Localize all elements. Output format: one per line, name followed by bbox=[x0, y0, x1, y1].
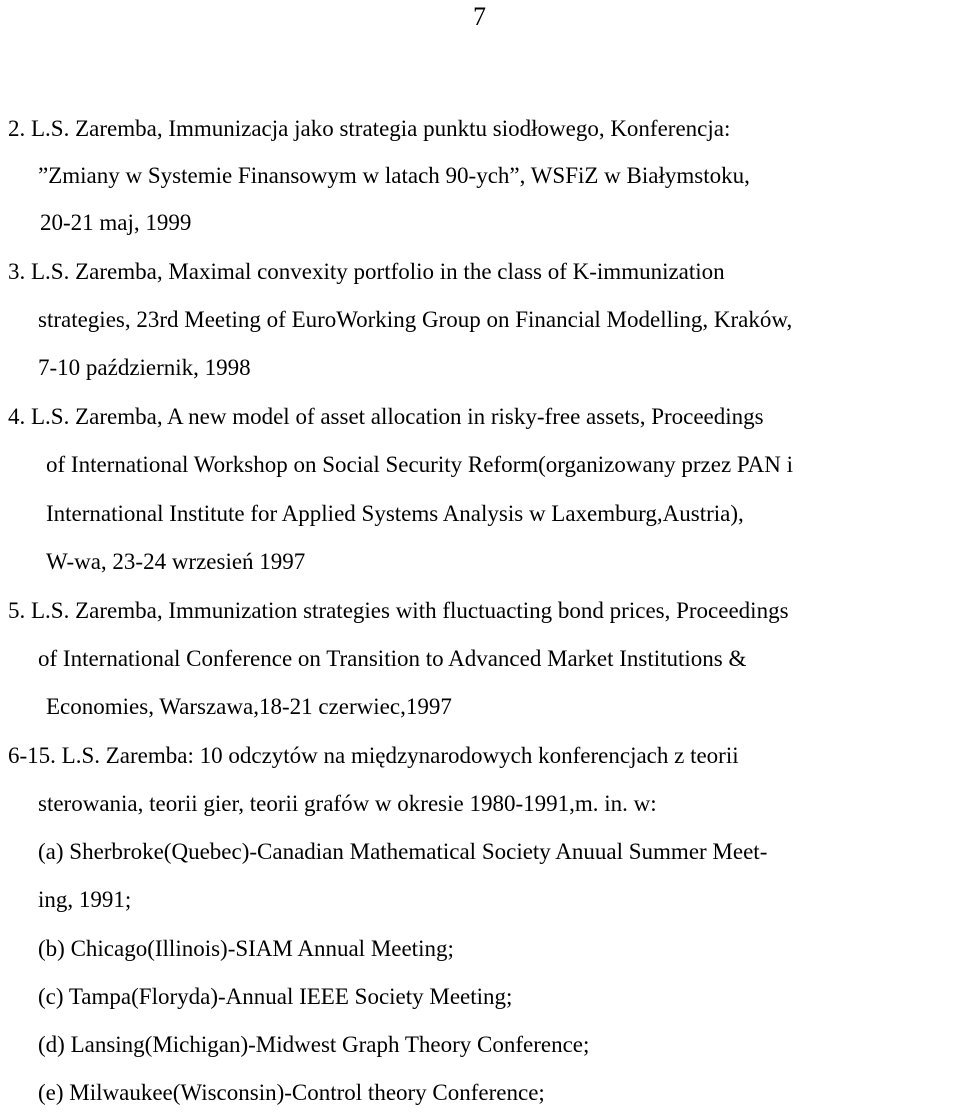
ref-6-15-item-d: (d) Lansing(Michigan)-Midwest Graph Theory Conference; bbox=[38, 1032, 590, 1057]
ref-3-line-1: 3. L.S. Zaremba, Maximal convexity portfolio in the class of K-immunization bbox=[8, 259, 725, 284]
ref-6-15-line-1: 6-15. L.S. Zaremba: 10 odczytów na międzynarodowych konferencjach z teorii bbox=[8, 743, 739, 768]
ref-6-15-item-a-line-2: ing, 1991; bbox=[38, 887, 132, 912]
ref-6-15-line-2: sterowania, teorii gier, teorii grafów w okresie 1980-1991,m. in. w: bbox=[38, 791, 657, 816]
ref-4-line-3: International Institute for Applied Systems Analysis w Laxemburg,Austria), bbox=[46, 501, 744, 526]
ref-3-line-2: strategies, 23rd Meeting of EuroWorking Group on Financial Modelling, Kraków, bbox=[38, 307, 793, 332]
ref-5-line-3: Economies, Warszawa,18-21 czerwiec,1997 bbox=[46, 694, 452, 719]
ref-5-line-2: of International Conference on Transition to Advanced Market Institutions & bbox=[38, 646, 747, 671]
ref-4-line-4: W-wa, 23-24 wrzesień 1997 bbox=[46, 549, 306, 574]
ref-3-line-3: 7-10 październik, 1998 bbox=[38, 355, 251, 380]
ref-4-line-1: 4. L.S. Zaremba, A new model of asset allocation in risky-free assets, Proceedings bbox=[8, 404, 764, 429]
ref-6-15-item-c: (c) Tampa(Floryda)-Annual IEEE Society Meeting; bbox=[38, 984, 513, 1009]
ref-6-15-item-b: (b) Chicago(Illinois)-SIAM Annual Meeting; bbox=[38, 936, 454, 961]
ref-6-15-item-e: (e) Milwaukee(Wisconsin)-Control theory Conference; bbox=[38, 1080, 545, 1105]
ref-2-line-1: 2. L.S. Zaremba, Immunizacja jako strategia punktu siodłowego, Konferencja: bbox=[8, 116, 731, 141]
page-number: 7 bbox=[473, 2, 486, 31]
ref-5-line-1: 5. L.S. Zaremba, Immunization strategies with fluctuacting bond prices, Proceedings bbox=[8, 598, 789, 623]
ref-2-line-3: 20-21 maj, 1999 bbox=[40, 210, 192, 235]
ref-2-line-2: ”Zmiany w Systemie Finansowym w latach 90-ych”, WSFiZ w Białymstoku, bbox=[38, 163, 750, 188]
ref-6-15-item-a-line-1: (a) Sherbroke(Quebec)-Canadian Mathematical Society Anuual Summer Meet- bbox=[38, 839, 768, 864]
ref-4-line-2: of International Workshop on Social Security Reform(organizowany przez PAN i bbox=[46, 452, 793, 477]
